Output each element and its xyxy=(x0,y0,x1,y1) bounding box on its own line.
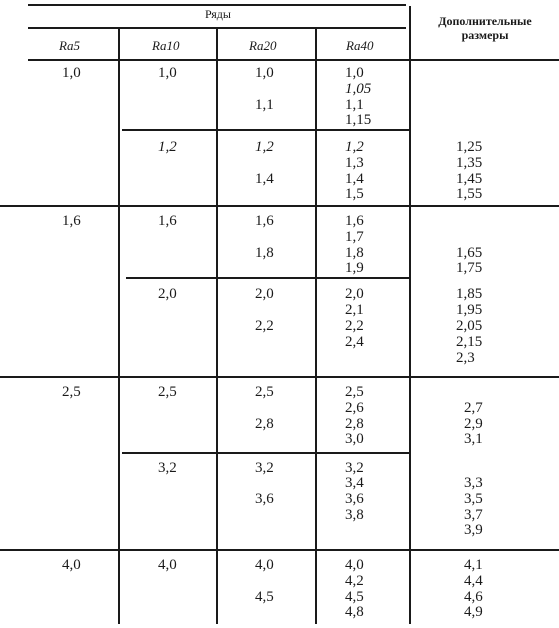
ra20-cell: 4,0 xyxy=(255,557,274,573)
ra20-cell: 1,2 xyxy=(255,139,274,155)
ra10-cell: 1,6 xyxy=(158,213,177,229)
extra-cell: 4,9 xyxy=(464,604,483,620)
ra40-cell: 1,2 xyxy=(345,139,364,155)
ra20-cell: 1,6 xyxy=(255,213,274,229)
extra-cell: 2,7 xyxy=(464,400,483,416)
extra-cell: 2,15 xyxy=(456,334,483,350)
ra40-cell: 4,0 xyxy=(345,557,364,573)
ra40-cell: 4,2 xyxy=(345,573,364,589)
ra40-cell: 4,5 xyxy=(345,589,364,605)
ra10-cell: 3,2 xyxy=(158,460,177,476)
col-sep-4 xyxy=(409,6,411,624)
ra40-cell: 1,9 xyxy=(345,260,364,276)
ra20-cell: 1,8 xyxy=(255,245,274,261)
ra40-cell: 1,15 xyxy=(345,112,372,128)
ra40-cell: 2,2 xyxy=(345,318,364,334)
ra40-cell: 3,4 xyxy=(345,475,364,491)
ra20-cell: 2,8 xyxy=(255,416,274,432)
extra-cell: 4,4 xyxy=(464,573,483,589)
header-ra40: Ra40 xyxy=(346,38,374,53)
ra40-cell: 2,5 xyxy=(345,384,364,400)
ra20-cell: 3,2 xyxy=(255,460,274,476)
ra40-cell: 2,4 xyxy=(345,334,364,350)
ra40-cell: 1,5 xyxy=(345,186,364,202)
ra20-cell: 4,5 xyxy=(255,589,274,605)
group-rule-2 xyxy=(0,376,559,378)
col-sep-2 xyxy=(216,28,218,624)
ra40-cell: 1,4 xyxy=(345,171,364,187)
ra20-cell: 2,2 xyxy=(255,318,274,334)
ra20-cell: 1,4 xyxy=(255,171,274,187)
extra-cell: 1,95 xyxy=(456,302,483,318)
extra-cell: 4,6 xyxy=(464,589,483,605)
ra10-cell: 1,2 xyxy=(158,139,177,155)
col-sep-3 xyxy=(315,28,317,624)
extra-cell: 1,35 xyxy=(456,155,483,171)
subgroup-rule-3 xyxy=(122,452,409,454)
extra-cell: 1,65 xyxy=(456,245,483,261)
extra-cell: 4,1 xyxy=(464,557,483,573)
ra40-cell: 1,8 xyxy=(345,245,364,261)
ra40-cell: 1,05 xyxy=(345,81,372,97)
ra40-cell: 3,6 xyxy=(345,491,364,507)
extra-cell: 3,5 xyxy=(464,491,483,507)
ra40-cell: 2,6 xyxy=(345,400,364,416)
ra5-cell: 1,0 xyxy=(62,65,81,81)
extra-cell: 1,45 xyxy=(456,171,483,187)
ra40-cell: 4,8 xyxy=(345,604,364,620)
extra-cell: 2,9 xyxy=(464,416,483,432)
ra40-cell: 1,7 xyxy=(345,229,364,245)
ra40-cell: 1,3 xyxy=(345,155,364,171)
extra-cell: 3,9 xyxy=(464,522,483,538)
ra20-cell: 2,0 xyxy=(255,286,274,302)
ra10-cell: 4,0 xyxy=(158,557,177,573)
ra40-cell: 3,8 xyxy=(345,507,364,523)
header-ra5: Ra5 xyxy=(59,38,80,53)
extra-cell: 2,3 xyxy=(456,350,475,366)
ra5-cell: 2,5 xyxy=(62,384,81,400)
ra20-cell: 3,6 xyxy=(255,491,274,507)
ra5-cell: 4,0 xyxy=(62,557,81,573)
header-ra10: Ra10 xyxy=(152,38,180,53)
ra20-cell: 1,0 xyxy=(255,65,274,81)
extra-sizes-title: Дополнительные размеры xyxy=(438,14,532,42)
extra-cell: 3,3 xyxy=(464,475,483,491)
ra40-cell: 3,0 xyxy=(345,431,364,447)
ra40-cell: 2,0 xyxy=(345,286,364,302)
extra-cell: 3,1 xyxy=(464,431,483,447)
subgroup-rule-1 xyxy=(122,129,409,131)
col-sep-1 xyxy=(118,28,120,624)
group-rule-3 xyxy=(0,549,559,551)
top-rule xyxy=(28,4,406,6)
header-bottom-rule-2 xyxy=(28,59,559,61)
ra40-cell: 1,0 xyxy=(345,65,364,81)
ra20-cell: 1,1 xyxy=(255,97,274,113)
header-ra20: Ra20 xyxy=(249,38,277,53)
group-rule-1 xyxy=(0,205,559,207)
ra10-cell: 2,0 xyxy=(158,286,177,302)
ra10-cell: 2,5 xyxy=(158,384,177,400)
ra10-cell: 1,0 xyxy=(158,65,177,81)
extra-cell: 2,05 xyxy=(456,318,483,334)
extra-cell: 1,25 xyxy=(456,139,483,155)
subgroup-rule-2 xyxy=(126,277,409,279)
ra40-cell: 2,1 xyxy=(345,302,364,318)
ra5-cell: 1,6 xyxy=(62,213,81,229)
ra40-cell: 2,8 xyxy=(345,416,364,432)
ra40-cell: 3,2 xyxy=(345,460,364,476)
extra-cell: 1,85 xyxy=(456,286,483,302)
ra40-cell: 1,6 xyxy=(345,213,364,229)
series-title: Ряды xyxy=(205,7,231,21)
extra-cell: 3,7 xyxy=(464,507,483,523)
extra-cell: 1,55 xyxy=(456,186,483,202)
ra40-cell: 1,1 xyxy=(345,97,364,113)
ra20-cell: 2,5 xyxy=(255,384,274,400)
extra-cell: 1,75 xyxy=(456,260,483,276)
